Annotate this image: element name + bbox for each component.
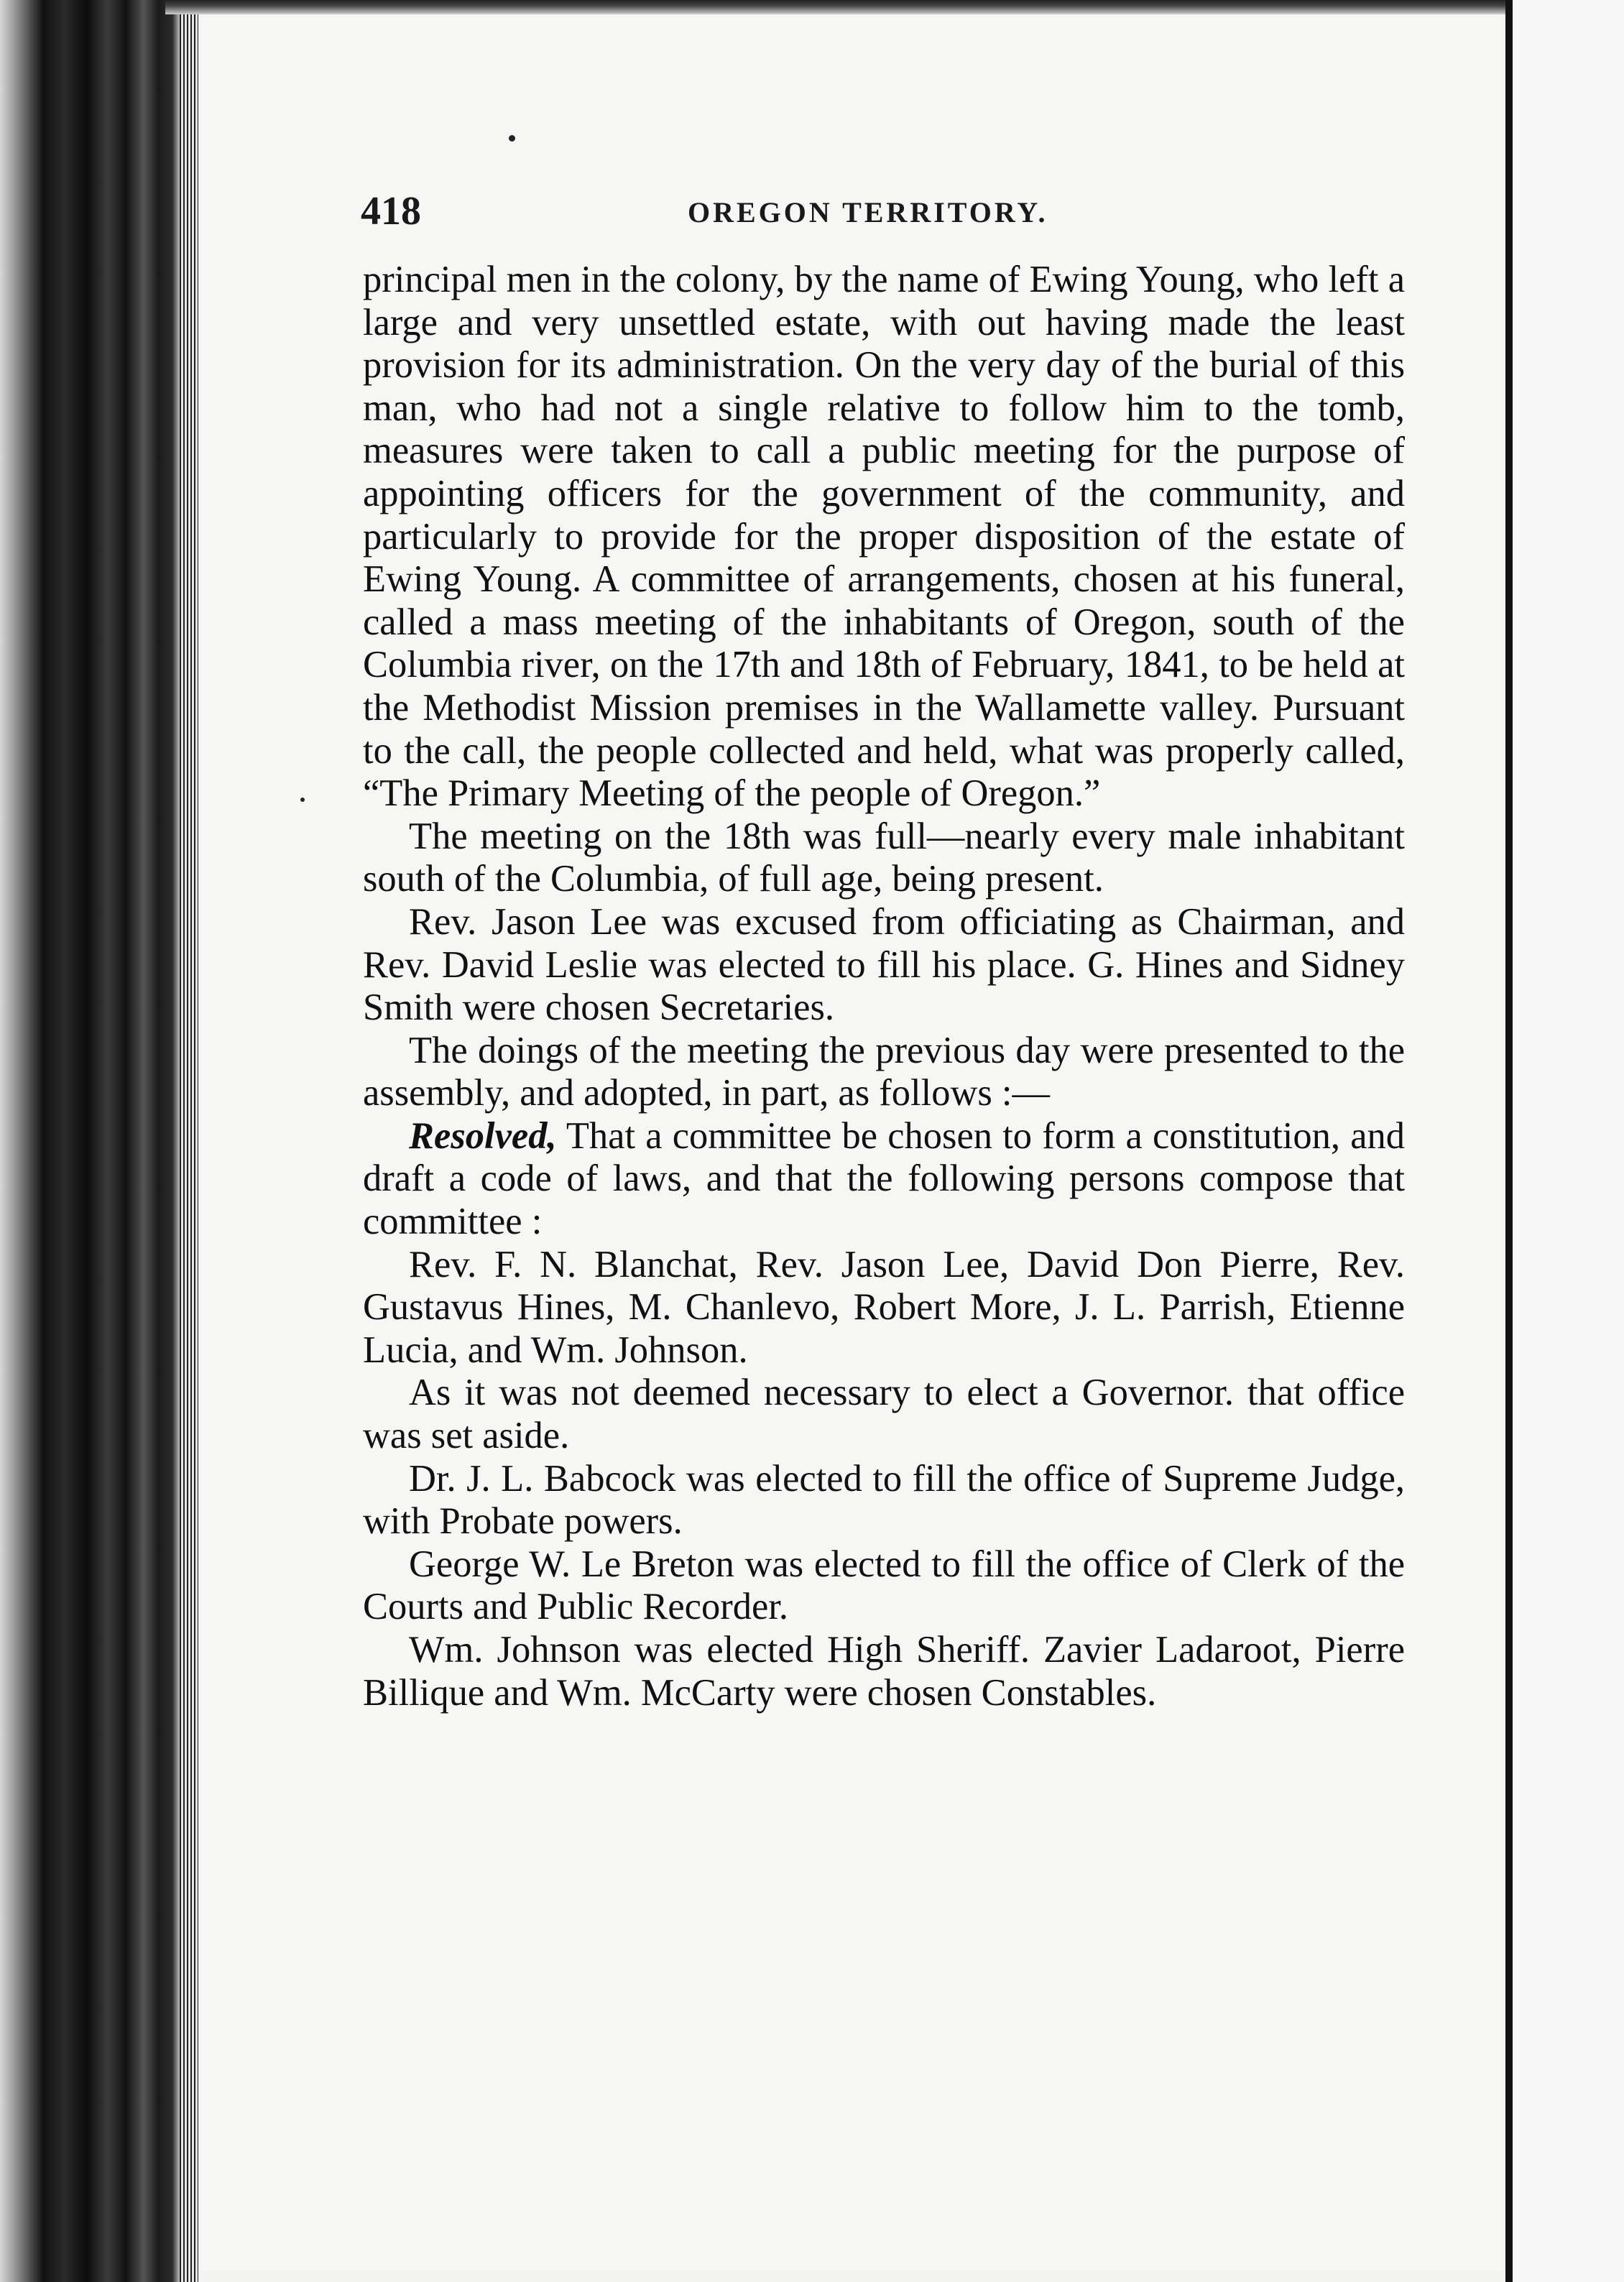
paragraph: Wm. Johnson was elected High Sheriff. Zavier Ladaroot, Pierre Billique and Wm. McCarty were chosen Constables. — [363, 1629, 1405, 1714]
page-edges — [180, 0, 198, 2282]
paragraph: The meeting on the 18th was full—nearly every male inhabitant south of the Columbia, of full age, being present. — [363, 815, 1405, 900]
paragraph: George W. Le Breton was elected to fill the office of Clerk of the Courts and Public Recorder. — [363, 1543, 1405, 1628]
resolved-label: Resolved, — [409, 1114, 557, 1157]
paragraph: Rev. Jason Lee was excused from officiating as Chairman, and Rev. David Leslie was elected to fill his place. G. Hines and Sidney Smith were chosen Secretaries. — [363, 900, 1405, 1029]
right-page-edge — [1505, 0, 1513, 2282]
paragraph: The doings of the meeting the previous day were presented to the assembly, and adopted, in part, as follows :— — [363, 1029, 1405, 1114]
scan-margin — [1513, 0, 1624, 2282]
paragraph: principal men in the colony, by the name of Ewing Young, who left a large and very unsettled estate, with out having made the least provision for its administration. On the very day of the burial of this man, who had not a single relative to follow him to the tomb, measures were taken to call a public meeting for the purpose of appointing officers for the government of the community, and particularly to provide for the proper disposition of the estate of Ewing Young. A committee of arrangements, chosen at his funeral, called a mass meeting of the inhabitants of Oregon, south of the Columbia river, on the 17th and 18th of February, 1841, to be held at the Methodist Mission premises in the Wallamette valley. Pursuant to the call, the people collected and held, what was properly called, “The Primary Meeting of the people of Oregon.” — [363, 259, 1405, 815]
top-page-edge — [165, 0, 1516, 14]
ink-speck — [300, 798, 305, 802]
page-header — [361, 188, 1446, 246]
paragraph: Dr. J. L. Babcock was elected to fill the office of Supreme Judge, with Probate powers. — [363, 1457, 1405, 1543]
page-number: 418 — [361, 189, 421, 234]
book-binding — [0, 0, 180, 2282]
ink-speck — [509, 135, 515, 142]
body-text — [363, 259, 1405, 1714]
committee-names: Rev. F. N. Blanchat, Rev. Jason Lee, David Don Pierre, Rev. Gustavus Hines, M. Chanlevo, Robert More, J. L. Parrish, Etienne Lucia, and Wm. Johnson. — [363, 1243, 1405, 1371]
running-head: OREGON TERRITORY. — [688, 196, 1048, 228]
paragraph: As it was not deemed necessary to elect a Governor. that office was set aside. — [363, 1372, 1405, 1457]
resolution-paragraph — [363, 1115, 1405, 1244]
resolution-text: That a committee be chosen to form a constitution, and draft a code of laws, and that the following persons compose that committee : — [363, 1114, 1405, 1243]
